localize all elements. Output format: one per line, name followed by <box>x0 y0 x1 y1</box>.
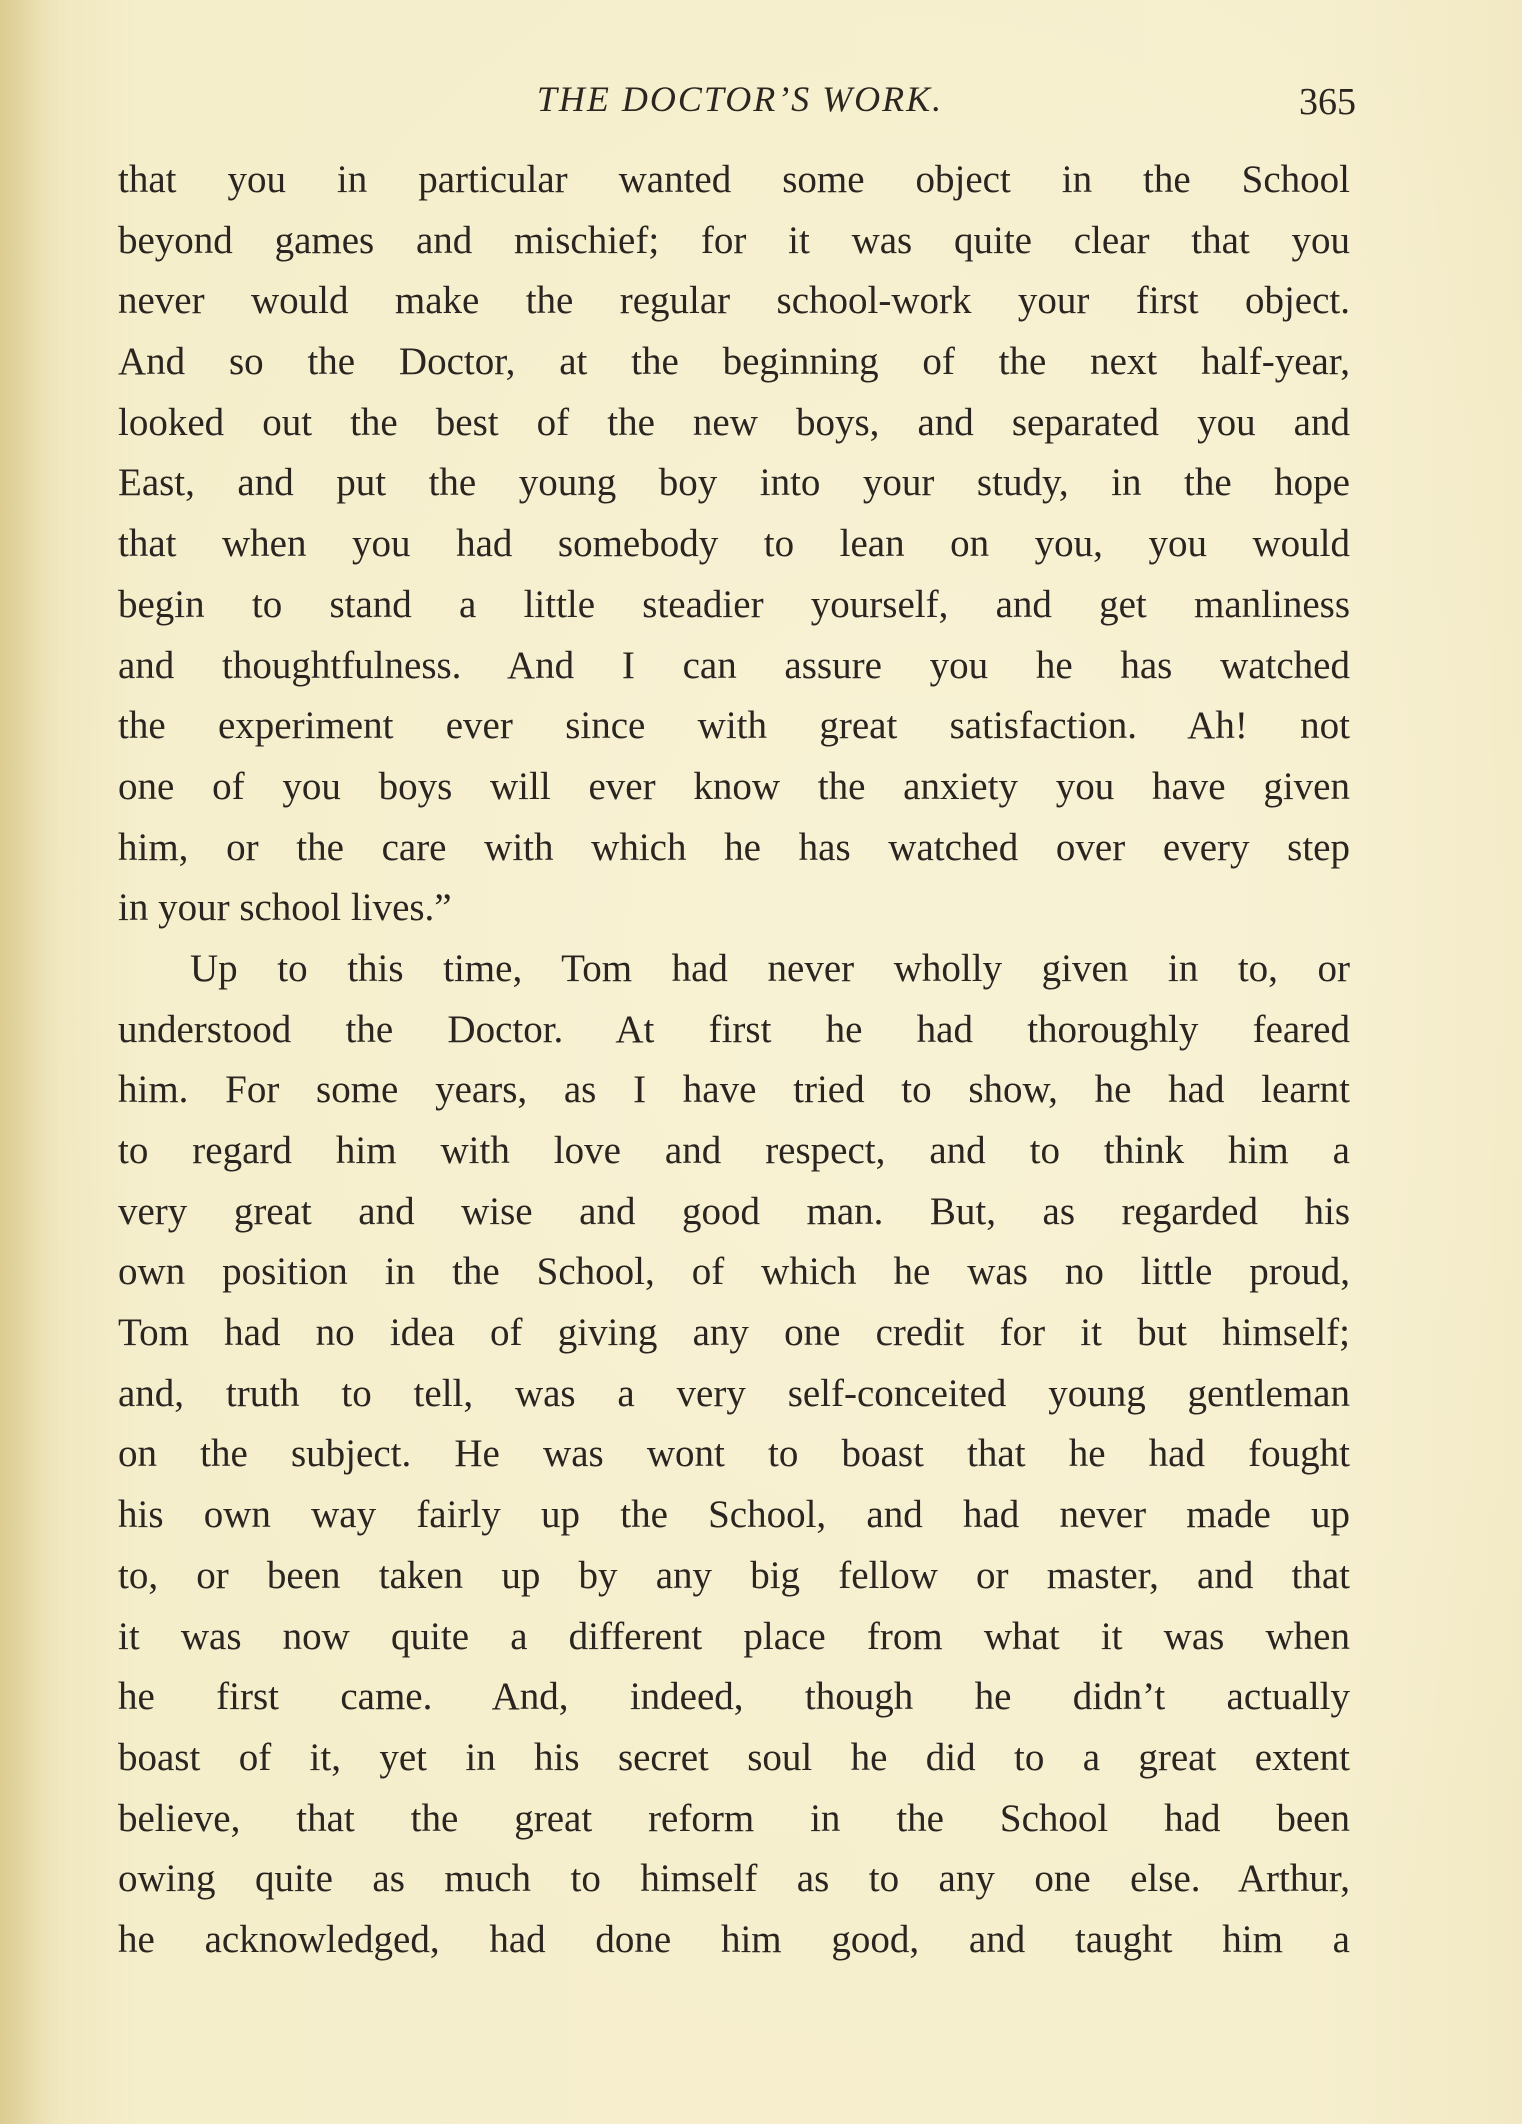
text-line: boast of it, yet in his secret soul he did to a great extent <box>118 1735 1350 1779</box>
text-line: that you in particular wanted some object in the School <box>118 158 1350 201</box>
text-line: and, truth to tell, was a very self-conceited young gentleman <box>118 1371 1350 1415</box>
paragraph-2 <box>118 939 1350 1971</box>
text-line: he first came. And, indeed, though he didn’t actually <box>118 1675 1350 1719</box>
text-line: believe, that the great reform in the School had been <box>118 1796 1350 1840</box>
text-line: Tom had no idea of giving any one credit for it but himself; <box>118 1311 1350 1355</box>
text-line: begin to stand a little steadier yourself, and get manliness <box>118 582 1350 626</box>
text-line: East, and put the young boy into your study, in the hope <box>118 461 1350 505</box>
text-line: very great and wise and good man. But, as regarded his <box>118 1189 1350 1233</box>
running-head <box>0 78 1522 138</box>
text-line: in your school lives.” <box>118 886 452 930</box>
text-line: his own way fairly up the School, and had never made up <box>118 1493 1350 1537</box>
text-line: to, or been taken up by any big fellow or master, and that <box>118 1553 1350 1597</box>
text-line: own position in the School, of which he was no little proud, <box>118 1250 1350 1294</box>
text-line: and thoughtfulness. And I can assure you he has watched <box>118 643 1350 687</box>
body-text <box>118 150 1350 1971</box>
text-line: Up to this time, Tom had never wholly given in to, or <box>190 946 1350 990</box>
text-line: owing quite as much to himself as to any one else. Arthur, <box>118 1857 1350 1901</box>
chapter-running-title: THE DOCTOR’S WORK. <box>536 79 944 119</box>
paragraph-1 <box>118 150 1350 939</box>
text-line: on the subject. He was wont to boast that he had fought <box>118 1432 1350 1476</box>
text-line: And so the Doctor, at the beginning of the next half-year, <box>118 340 1350 384</box>
text-line: beyond games and mischief; for it was quite clear that you <box>118 218 1350 262</box>
text-line: him. For some years, as I have tried to show, he had learnt <box>118 1068 1350 1112</box>
text-line: he acknowledged, had done him good, and taught him a <box>118 1917 1350 1961</box>
text-line: looked out the best of the new boys, and separated you and <box>118 400 1350 444</box>
text-line: understood the Doctor. At first he had thoroughly feared <box>118 1007 1350 1051</box>
text-line: one of you boys will ever know the anxiety you have given <box>118 764 1350 808</box>
text-line: to regard him with love and respect, and to think him a <box>118 1129 1350 1172</box>
page-number: 365 <box>1299 81 1356 123</box>
text-line: him, or the care with which he has watched over every step <box>118 825 1350 869</box>
text-line: that when you had somebody to lean on you, you would <box>118 522 1350 566</box>
text-line: never would make the regular school-work your first object. <box>118 279 1350 323</box>
text-line: it was now quite a different place from what it was when <box>118 1614 1350 1658</box>
page-gutter-shadow <box>0 0 60 2124</box>
text-line: the experiment ever since with great satisfaction. Ah! not <box>118 704 1350 748</box>
